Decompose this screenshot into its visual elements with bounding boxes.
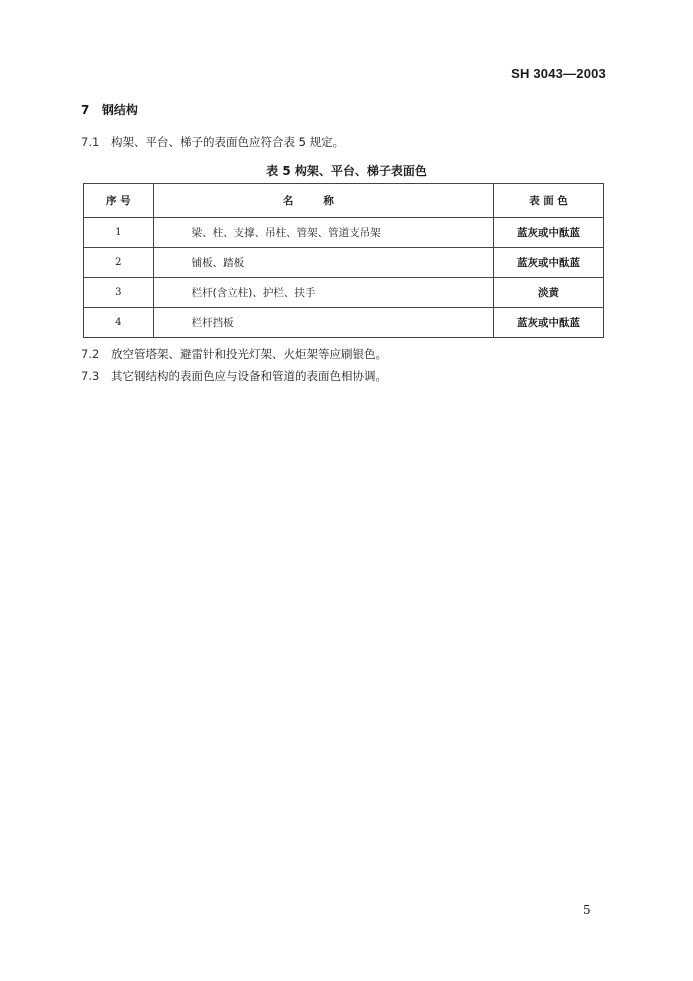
row-color: 蓝灰或中酞蓝	[494, 218, 604, 248]
table-row	[84, 218, 604, 248]
clause-7-1	[81, 134, 344, 150]
clause-7-3	[81, 368, 387, 384]
table-row	[84, 308, 604, 338]
table-header-row	[84, 184, 604, 218]
row-name: 栏杆挡板	[153, 308, 493, 338]
section-number: 7	[81, 103, 90, 117]
row-name: 铺板、踏板	[153, 248, 493, 278]
document-code: SH 3043—2003	[511, 66, 606, 81]
clause-text: 构架、平台、梯子的表面色应符合表 5 规定。	[111, 135, 345, 149]
clause-number: 7.1	[81, 135, 100, 149]
row-color: 蓝灰或中酞蓝	[494, 308, 604, 338]
table-row	[84, 248, 604, 278]
clause-text: 其它钢结构的表面色应与设备和管道的表面色相协调。	[111, 369, 387, 383]
row-name: 栏杆(含立柱)、护栏、扶手	[153, 278, 493, 308]
clause-number: 7.3	[81, 369, 100, 383]
row-no: 3	[84, 278, 154, 308]
row-no: 2	[84, 248, 154, 278]
row-no: 1	[84, 218, 154, 248]
clause-text: 放空管塔架、避雷针和投光灯架、火炬架等应刷银色。	[111, 347, 387, 361]
table-caption: 表 5 构架、平台、梯子表面色	[266, 164, 427, 178]
page-number: 5	[583, 903, 591, 917]
header-no: 序 号	[84, 184, 154, 218]
header-color: 表 面 色	[494, 184, 604, 218]
section-heading	[81, 101, 138, 118]
clause-number: 7.2	[81, 347, 100, 361]
row-color: 淡黄	[494, 278, 604, 308]
table-row	[84, 278, 604, 308]
clause-7-2	[81, 346, 387, 362]
header-name: 名称	[153, 184, 493, 218]
row-no: 4	[84, 308, 154, 338]
surface-color-table	[83, 183, 604, 338]
row-color: 蓝灰或中酞蓝	[494, 248, 604, 278]
row-name: 梁、柱、支撑、吊柱、管架、管道支吊架	[153, 218, 493, 248]
section-title: 钢结构	[101, 103, 138, 117]
